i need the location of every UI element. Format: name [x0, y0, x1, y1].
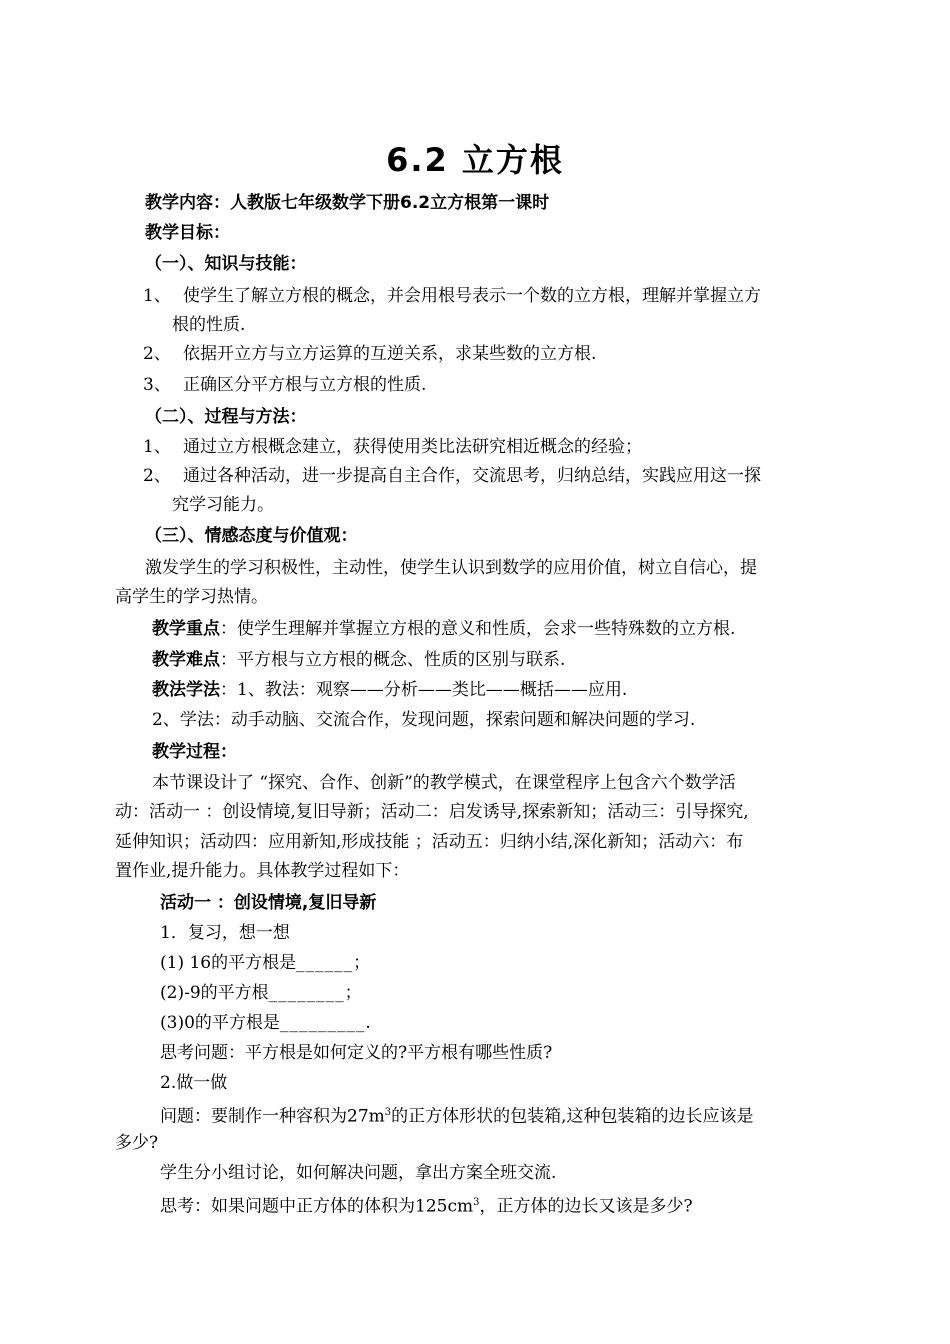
item-number: 3、 — [143, 375, 171, 395]
question-end: ； — [344, 983, 362, 1003]
question-text: (3)0的平方根是 — [160, 1013, 280, 1033]
problem-text-rest: 的正方体形状的包装箱,这种包装箱的边长应该是 — [391, 1106, 754, 1127]
do-think — [160, 1191, 693, 1219]
key-point-text: ：使学生理解并掌握立方根的意义和性质，会求一些特殊数的立方根. — [220, 619, 736, 639]
item-text-continued: 根的性质. — [172, 315, 246, 335]
think-text: 思考：如果问题中正方体的体积为125cm — [160, 1196, 474, 1217]
method-label: 教法学法 — [152, 680, 220, 700]
method-text: ：1、教法：观察——分析——类比——概括——应用. — [220, 680, 628, 700]
objectives-heading: 教学目标： — [145, 223, 230, 243]
section2-heading: （二）、过程与方法： — [145, 407, 307, 427]
list-item — [143, 464, 761, 488]
item-text-continued: 究学习能力。 — [172, 495, 274, 515]
question-text: (1) 16的平方根是 — [160, 953, 297, 973]
paragraph-line: 高学生的学习热情。 — [115, 587, 268, 607]
superscript: 3 — [473, 1197, 480, 1208]
review-question-1 — [160, 951, 370, 975]
activity1-heading: 活动一 ：创设情境,复旧导新 — [160, 893, 377, 913]
item-number: 1、 — [143, 437, 171, 457]
item-text: 使学生了解立方根的概念，并会用根号表示一个数的立方根，理解并掌握立方 — [183, 286, 761, 306]
content-line: 教学内容：人教版七年级数学下册6.2立方根第一课时 — [145, 193, 550, 213]
difficulty — [152, 648, 565, 672]
list-item — [143, 284, 761, 308]
method — [152, 678, 627, 702]
item-text: 正确区分平方根与立方根的性质. — [183, 375, 427, 395]
answer-blank: ________ — [268, 983, 345, 1003]
review-title: 1．复习，想一想 — [160, 923, 290, 943]
paragraph-line: 激发学生的学习积极性，主动性，使学生认识到数学的应用价值，树立自信心，提 — [145, 558, 757, 578]
do-problem-continued: 多少? — [115, 1133, 159, 1153]
paragraph-line: 置作业,提升能力。具体教学过程如下： — [115, 861, 410, 881]
section3-heading: （三）、情感态度与价值观： — [145, 526, 358, 546]
list-item — [143, 373, 426, 397]
list-item — [143, 342, 596, 366]
do-title: 2.做一做 — [160, 1073, 228, 1093]
paragraph-line: 本节课设计了 “探究、合作、创新”的教学模式，在课堂程序上包含六个数学活 — [152, 773, 736, 793]
section1-heading: （一）、知识与技能： — [145, 254, 307, 274]
do-problem — [160, 1101, 754, 1129]
process-heading: 教学过程： — [152, 742, 237, 762]
review-question-2 — [160, 981, 362, 1005]
key-point-label: 教学重点 — [152, 619, 220, 639]
answer-blank: ______ — [296, 953, 354, 973]
question-end: ； — [353, 953, 371, 973]
key-point — [152, 617, 735, 641]
paragraph-line: 延伸知识；活动四：应用新知,形成技能 ；活动五：归纳小结,深化新知；活动六：布 — [115, 832, 744, 852]
think-text-rest: ，正方体的边长又该是多少? — [479, 1196, 693, 1217]
superscript: 3 — [384, 1107, 392, 1118]
item-number: 2、 — [143, 466, 171, 486]
review-question-3 — [160, 1011, 371, 1035]
do-discuss: 学生分小组讨论，如何解决问题，拿出方案全班交流. — [160, 1163, 557, 1183]
item-text: 依据开立方与立方运算的互逆关系，求某些数的立方根. — [183, 344, 597, 364]
item-number: 1、 — [143, 286, 171, 306]
question-end: . — [365, 1013, 371, 1033]
item-text: 通过立方根概念建立，获得使用类比法研究相近概念的经验； — [183, 437, 642, 457]
difficulty-text: ：平方根与立方根的概念、性质的区别与联系. — [220, 650, 566, 670]
question-text: (2)-9的平方根 — [160, 983, 269, 1003]
review-think: 思考问题：平方根是如何定义的?平方根有哪些性质? — [160, 1043, 553, 1063]
item-text: 通过各种活动，进一步提高自主合作，交流思考，归纳总结，实践应用这一探 — [183, 466, 761, 486]
page-title: 6.2 立方根 — [386, 141, 564, 179]
method-line-2: 2、学法：动手动脑、交流合作，发现问题，探索问题和解决问题的学习. — [152, 710, 696, 730]
difficulty-label: 教学难点 — [152, 650, 220, 670]
item-number: 2、 — [143, 344, 171, 364]
answer-blank: _________ — [279, 1013, 366, 1033]
list-item — [143, 435, 642, 459]
problem-text: 问题：要制作一种容积为27m — [160, 1106, 385, 1127]
paragraph-line: 动：活动一 ：创设情境,复旧导新；活动二：启发诱导,探索新知；活动三：引导探究, — [115, 802, 749, 822]
